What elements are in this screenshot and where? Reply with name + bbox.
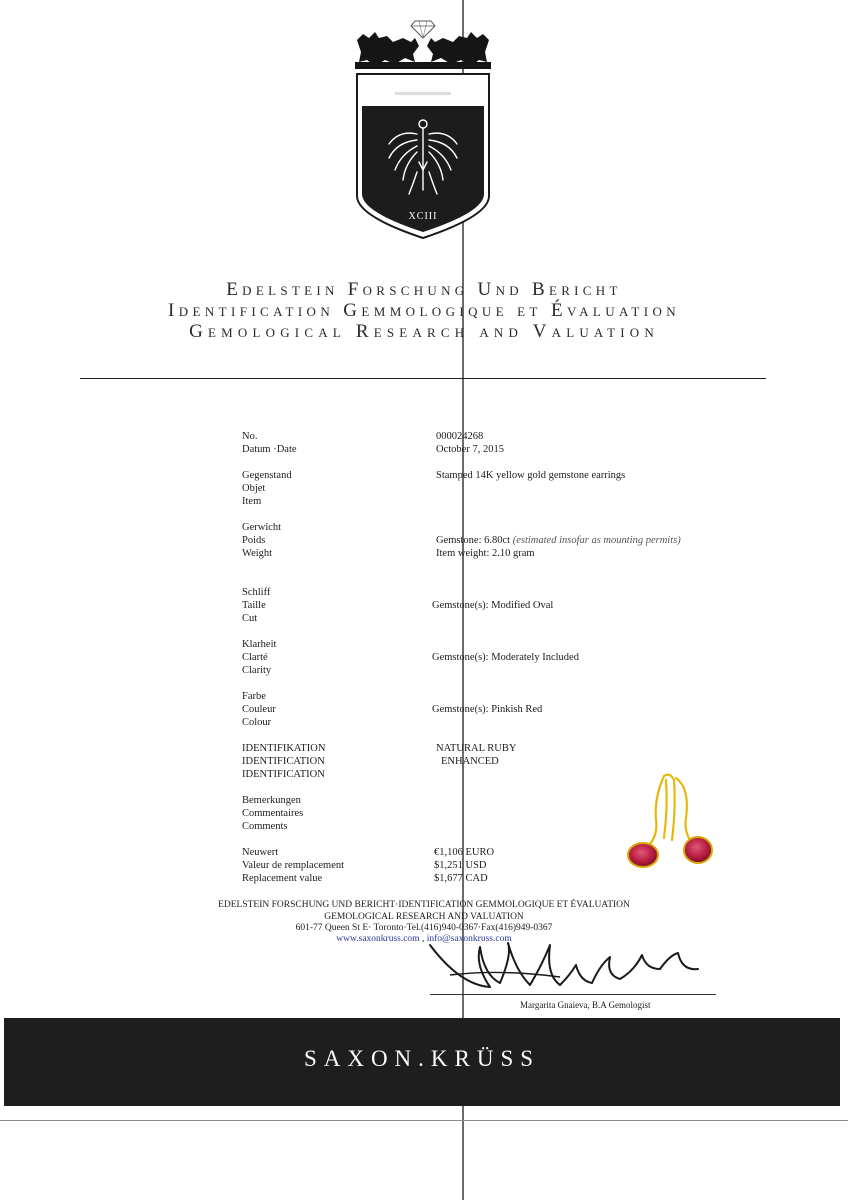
website-link[interactable]: www.saxonkruss.com [336, 934, 420, 944]
colour-label-fr: Couleur [242, 704, 276, 715]
footer-subtitle-line: GEMOLOGICAL RESEARCH AND VALUATION [324, 912, 524, 922]
date-label: Datum ·Date [242, 444, 297, 455]
cut-label-en: Cut [242, 613, 258, 624]
footer-contact-line: www.saxonkruss.com , info@saxonkruss.com [336, 934, 512, 944]
weight-gemstone-text: Gemstone: 6.80ct [436, 535, 511, 546]
value-label-en: Replacement value [242, 873, 323, 884]
footer-address-line: 601-77 Queen St E· Toronto·Tel.(416)940-0367·Fax(416)949-0367 [295, 923, 553, 933]
weight-label-de: Gerwicht [242, 522, 282, 533]
colour-label-en: Colour [242, 717, 272, 728]
weight-label-en: Weight [242, 548, 273, 559]
cut-label-de: Schliff [242, 587, 271, 598]
remarks-label-fr: Commentaires [242, 808, 304, 819]
identification-label-fr: IDENTIFICATION [242, 756, 325, 767]
clarity-label-fr: Clarté [242, 652, 268, 663]
weight-value-gemstone [436, 535, 681, 548]
weight-gemstone-note: (estimated insofar as mounting permits) [512, 535, 681, 546]
colour-label-de: Farbe [242, 691, 266, 702]
item-value: Stamped 14K yellow gold gemstone earrings [436, 470, 626, 481]
clarity-label-en: Clarity [242, 665, 272, 676]
weight-label-fr: Poids [242, 535, 266, 546]
cut-label-fr: Taille [242, 600, 266, 611]
header-title-french: Identification Gemmologique et Évaluation [167, 300, 681, 321]
colour-value: Gemstone(s): Pinkish Red [432, 704, 543, 715]
identification-label-en: IDENTIFICATION [242, 769, 325, 780]
remarks-label-en: Comments [242, 821, 288, 832]
value-usd: $1,251 USD [434, 860, 487, 871]
identification-value-enhanced: ENHANCED [441, 756, 499, 767]
crest-numeral: XCIII [408, 211, 438, 222]
item-label-en: Item [242, 496, 262, 507]
remarks-label-de: Bemerkungen [242, 795, 301, 806]
date-value: October 7, 2015 [436, 444, 504, 455]
earring-photo [620, 768, 720, 886]
diamond-icon [411, 21, 435, 38]
value-label-de: Neuwert [242, 847, 279, 858]
header-title-german: Edelstein Forschung Und Bericht [226, 279, 622, 300]
identification-label-de: IDENTIFIKATION [242, 743, 326, 754]
crest-logo [355, 12, 491, 240]
signature-line [430, 994, 716, 995]
header-divider [80, 378, 766, 379]
email-link[interactable]: info@saxonkruss.com [426, 934, 512, 944]
value-cad: $1,677 CAD [434, 873, 488, 884]
weight-value-item: Item weight: 2.10 gram [436, 548, 535, 559]
no-value: 000024268 [436, 431, 484, 442]
identification-value-natural: NATURAL RUBY [436, 743, 517, 754]
no-label: No. [242, 431, 258, 442]
clarity-value: Gemstone(s): Moderately Included [432, 652, 579, 663]
header-title-english: Gemological Research and Valuation [189, 321, 659, 342]
cut-value: Gemstone(s): Modified Oval [432, 600, 554, 611]
value-euro: €1,106 EURO [434, 847, 495, 858]
signature-image [420, 925, 720, 1005]
footer-company-line: EDELSTEIN FORSCHUNG UND BERICHT·IDENTIFICATION GEMMOLOGIQUE ET ÉVALUATION [218, 900, 630, 910]
signatory-name: Margarita Gnaieva, B.A Gemologist [520, 1000, 651, 1010]
value-label-fr: Valeur de remplacement [242, 860, 345, 871]
item-label-de: Gegenstand [242, 470, 292, 481]
clarity-label-de: Klarheit [242, 639, 277, 650]
bottom-divider [0, 1120, 848, 1121]
item-label-fr: Objet [242, 483, 266, 494]
brand-name: SAXON.KRÜSS [303, 1046, 541, 1071]
